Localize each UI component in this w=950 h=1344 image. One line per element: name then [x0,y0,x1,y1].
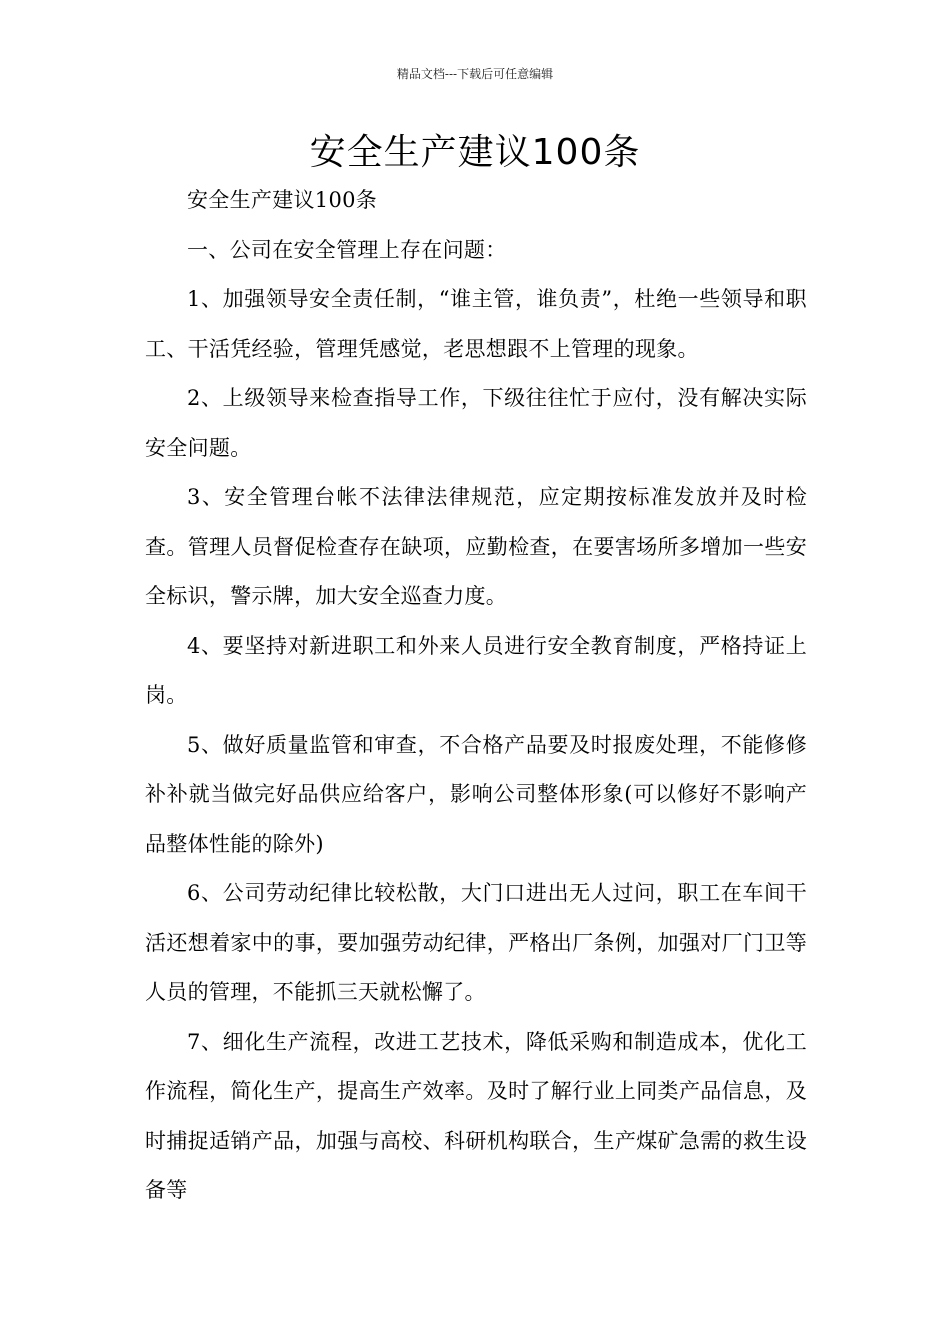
header-note: 精品文档---下载后可任意编辑 [396,67,554,81]
paragraph-item-5: 5、做好质量监管和审查，不合格产品要及时报废处理，不能修修补补就当做完好品供应给客户，影响公司整体形象(可以修好不影响产品整体性能的除外) [145,732,807,856]
paragraph-item-6: 6、公司劳动纪律比较松散，大门口进出无人过问，职工在车间干活还想着家中的事，要加强劳动纪律，严格出厂条例，加强对厂门卫等人员的管理，不能抓三天就松懈了。 [145,881,807,1004]
paragraph-item-2: 2、上级领导来检查指导工作，下级往往忙于应付，没有解决实际安全问题。 [145,386,807,460]
paragraph-section-heading: 一、公司在安全管理上存在问题： [187,237,507,262]
paragraph-item-7: 7、细化生产流程，改进工艺技术，降低采购和制造成本，优化工作流程，简化生产，提高生产效率。及时了解行业上同类产品信息，及时捕捉适销产品，加强与高校、科研机构联合，生产煤矿急需的救生设备等 [145,1029,807,1202]
paragraph-subtitle: 安全生产建议100条 [187,188,378,212]
paragraph-item-1: 1、加强领导安全责任制，“谁主管，谁负责”，杜绝一些领导和职工、干活凭经验，管理凭感觉，老思想跟不上管理的现象。 [145,287,807,361]
paragraph-item-4: 4、要坚持对新进职工和外来人员进行安全教育制度，严格持证上岗。 [145,633,807,707]
paragraph-item-3: 3、安全管理台帐不法律法律规范，应定期按标准发放并及时检查。管理人员督促检查存在缺项，应勤检查，在要害场所多增加一些安全标识，警示牌，加大安全巡查力度。 [145,485,807,608]
document-title: 安全生产建议100条 [309,132,641,173]
document-body [145,176,807,1216]
